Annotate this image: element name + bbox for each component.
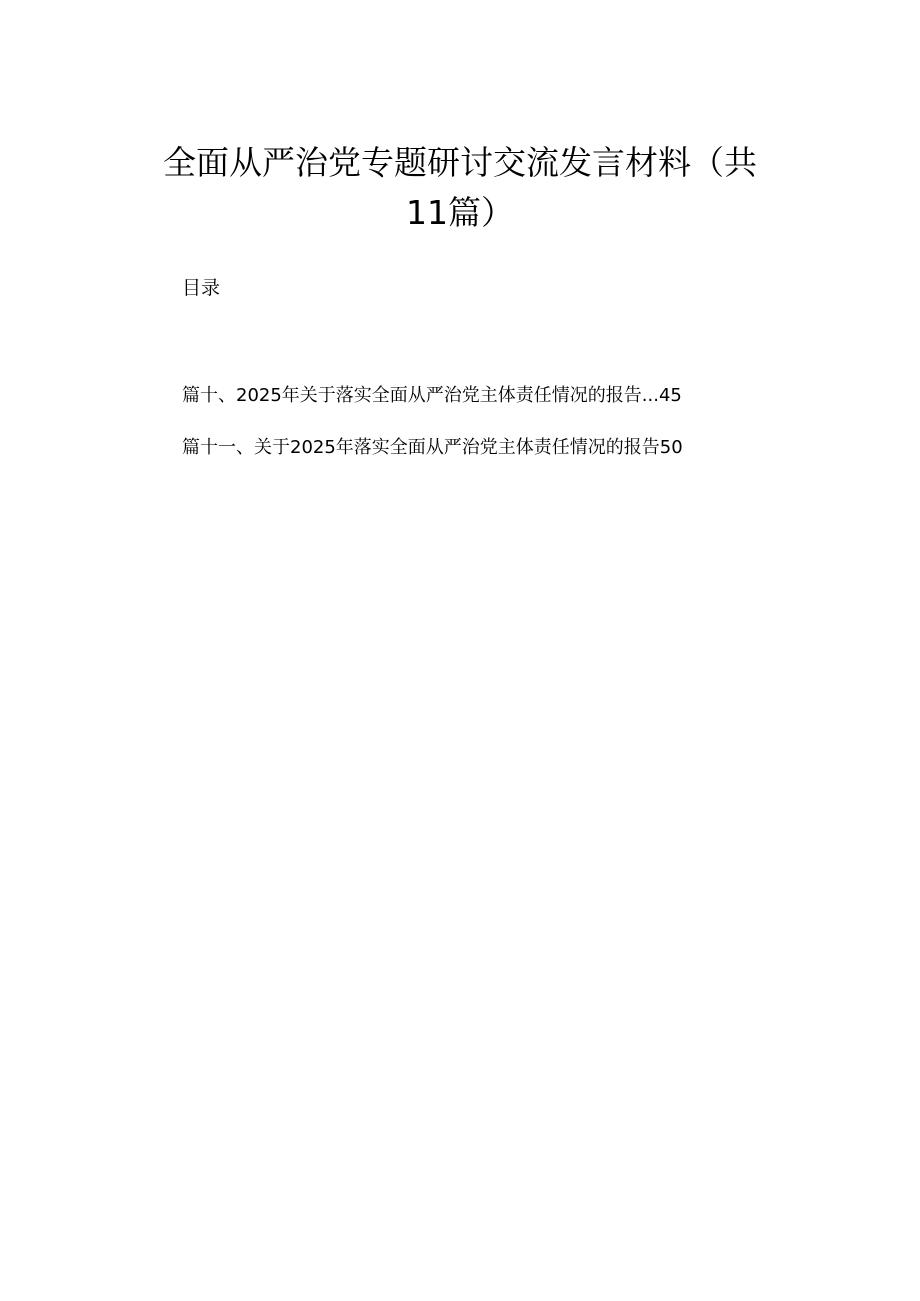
toc-item-10[interactable]: 篇十、2025年关于落实全面从严治党主体责任情况的报告...45 [182,385,682,406]
document-title: 全面从严治党专题研讨交流发言材料（共11篇） [163,143,757,232]
toc-list [182,382,683,486]
toc-item-11[interactable]: 篇十一、关于2025年落实全面从严治党主体责任情况的报告50 [182,437,683,458]
toc-heading: 目录 [182,277,221,299]
